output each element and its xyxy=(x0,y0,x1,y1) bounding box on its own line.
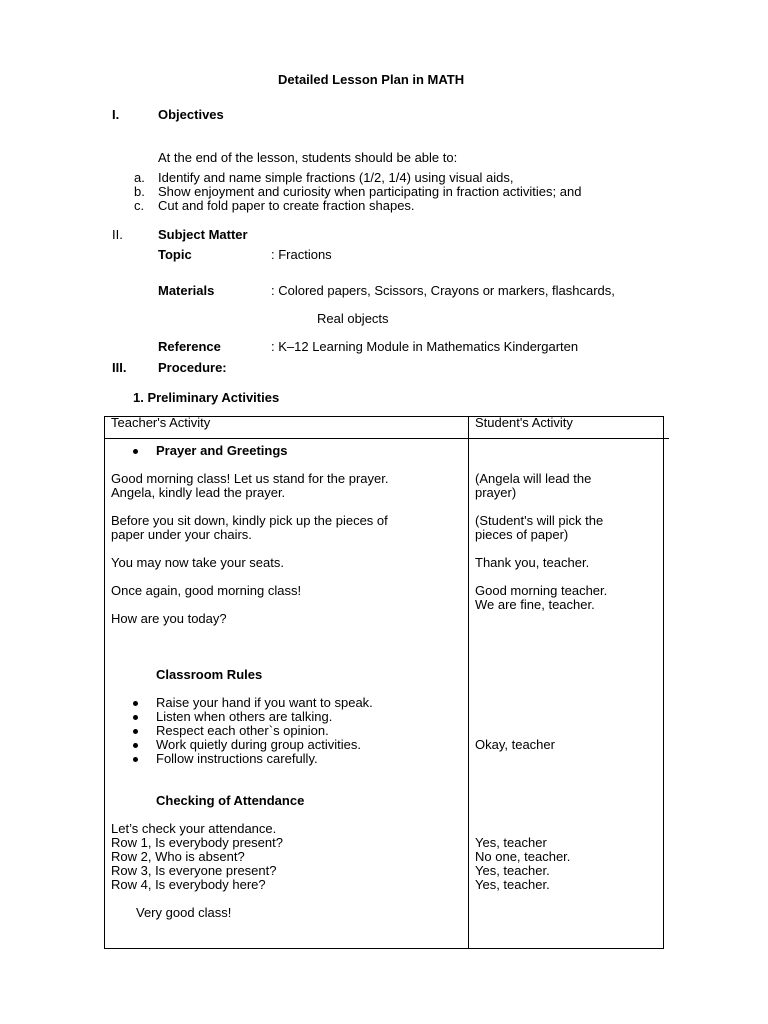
bullet-icon xyxy=(133,743,138,748)
reference-value: : K–12 Learning Module in Mathematics Kindergarten xyxy=(271,339,579,354)
materials-value-continued: Real objects xyxy=(317,311,389,326)
objective-marker-b: b. xyxy=(134,184,145,199)
teacher-attendance-line: Row 2, Who is absent? xyxy=(111,849,245,864)
bullet-icon xyxy=(133,715,138,720)
column-header-student: Student's Activity xyxy=(475,415,573,430)
objective-b: Show enjoyment and curiosity when participating in fraction activities; and xyxy=(158,184,582,199)
objective-marker-a: a. xyxy=(134,170,145,185)
table-column-divider xyxy=(468,416,469,949)
section-number-1: I. xyxy=(112,107,120,122)
bullet-icon xyxy=(133,729,138,734)
student-prayer-line-2: prayer) xyxy=(475,485,517,500)
table-header-divider xyxy=(104,438,669,439)
document-title: Detailed Lesson Plan in MATH xyxy=(278,72,465,87)
student-attendance-line: Yes, teacher xyxy=(475,835,547,850)
objective-c: Cut and fold paper to create fraction shapes. xyxy=(158,198,415,213)
teacher-attendance-line: Let’s check your attendance. xyxy=(111,821,277,836)
teacher-how-are-you: How are you today? xyxy=(111,611,227,626)
teacher-seats: You may now take your seats. xyxy=(111,555,284,570)
teacher-attendance-line: Row 1, Is everybody present? xyxy=(111,835,283,850)
student-paper-line-1: (Student's will pick the xyxy=(475,513,604,528)
attendance-heading: Checking of Attendance xyxy=(156,793,305,808)
student-greeting-again: Good morning teacher. xyxy=(475,583,608,598)
prayer-greetings-heading: Prayer and Greetings xyxy=(156,443,288,458)
section-number-3: III. xyxy=(112,360,127,375)
materials-value: : Colored papers, Scissors, Crayons or markers, flashcards, xyxy=(271,283,615,298)
student-fine: We are fine, teacher. xyxy=(475,597,595,612)
student-paper-line-2: pieces of paper) xyxy=(475,527,569,542)
student-attendance-line: No one, teacher. xyxy=(475,849,571,864)
section-heading-objectives: Objectives xyxy=(158,107,224,122)
materials-label: Materials xyxy=(158,283,215,298)
teacher-greeting-again: Once again, good morning class! xyxy=(111,583,302,598)
teacher-paper-line-1: Before you sit down, kindly pick up the pieces of xyxy=(111,513,388,528)
student-attendance-line: Yes, teacher. xyxy=(475,877,550,892)
student-seats: Thank you, teacher. xyxy=(475,555,590,570)
teacher-prayer-line-1: Good morning class! Let us stand for the prayer. xyxy=(111,471,389,486)
teacher-attendance-line: Row 4, Is everybody here? xyxy=(111,877,266,892)
bullet-icon xyxy=(133,701,138,706)
bullet-icon xyxy=(133,757,138,762)
rule-item: Work quietly during group activities. xyxy=(156,737,361,752)
reference-label: Reference xyxy=(158,339,221,354)
preliminary-activities-heading: 1. Preliminary Activities xyxy=(133,390,280,405)
bullet-icon xyxy=(133,449,138,454)
objective-marker-c: c. xyxy=(134,198,145,213)
topic-label: Topic xyxy=(158,247,192,262)
column-header-teacher: Teacher's Activity xyxy=(111,415,211,430)
rule-item: Raise your hand if you want to speak. xyxy=(156,695,373,710)
student-prayer-line-1: (Angela will lead the xyxy=(475,471,592,486)
rule-item: Follow instructions carefully. xyxy=(156,751,318,766)
rule-item: Respect each other`s opinion. xyxy=(156,723,329,738)
objectives-intro: At the end of the lesson, students should be able to: xyxy=(158,150,458,165)
section-number-2: II. xyxy=(112,227,123,242)
student-rules-response: Okay, teacher xyxy=(475,737,555,752)
objective-a: Identify and name simple fractions (1/2, 1/4) using visual aids, xyxy=(158,170,514,185)
teacher-attendance-line: Row 3, Is everyone present? xyxy=(111,863,277,878)
teacher-paper-line-2: paper under your chairs. xyxy=(111,527,252,542)
teacher-prayer-line-2: Angela, kindly lead the prayer. xyxy=(111,485,286,500)
rule-item: Listen when others are talking. xyxy=(156,709,333,724)
section-heading-procedure: Procedure: xyxy=(158,360,227,375)
student-attendance-line: Yes, teacher. xyxy=(475,863,550,878)
section-heading-subject-matter: Subject Matter xyxy=(158,227,248,242)
topic-value: : Fractions xyxy=(271,247,332,262)
classroom-rules-heading: Classroom Rules xyxy=(156,667,263,682)
teacher-very-good: Very good class! xyxy=(136,905,232,920)
